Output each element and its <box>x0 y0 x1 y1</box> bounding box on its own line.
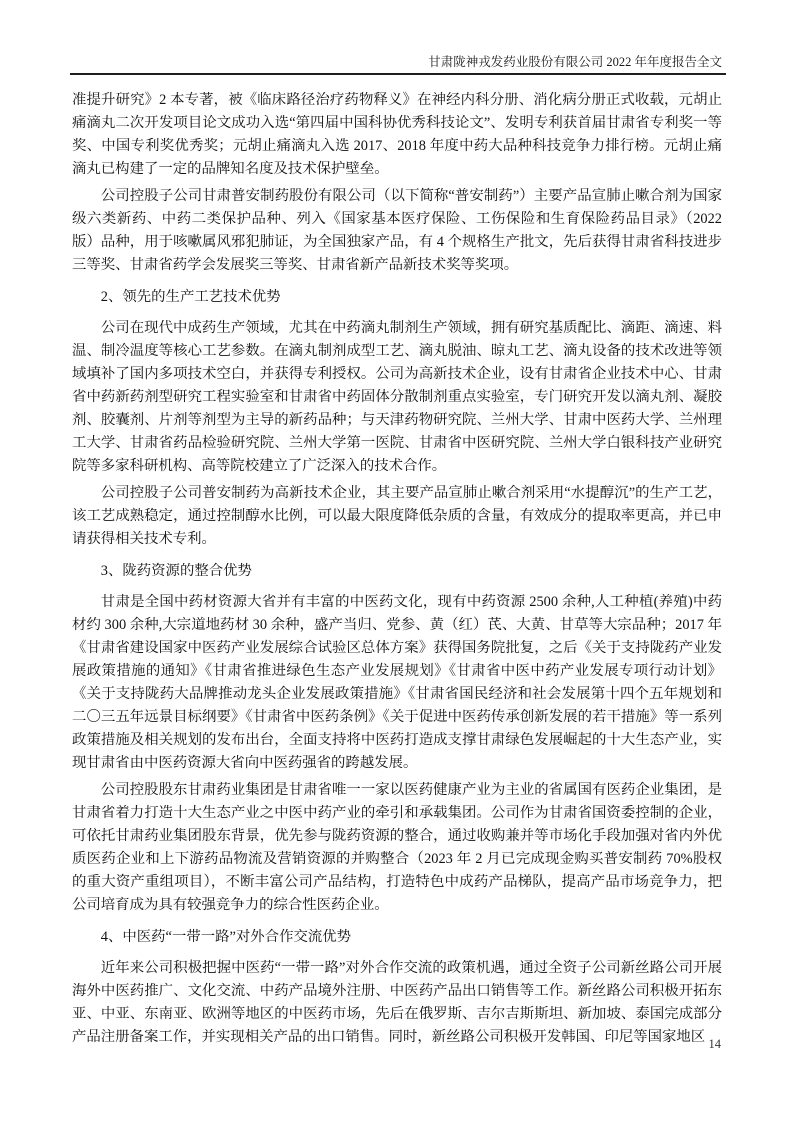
header-title: 甘肃陇神戎发药业股份有限公司 2022 年年度报告全文 <box>428 55 722 69</box>
paragraph: 公司控股子公司甘肃普安制药股份有限公司（以下简称“普安制药”）主要产品宣肺止嗽合剂为国家级六类新药、中药二类保护品种、列入《国家基本医疗保险、工伤保险和生育保险药品目录》（2022 版）品种，用于咳嗽属风邪犯肺证，为全国独家产品，有 4 个规格生产批文，先后获得甘肃省科技进步三等奖、甘肃省药学会发展奖三等奖、甘肃省新产品新技术奖等奖项。 <box>72 188 722 273</box>
page-number: 14 <box>708 1037 721 1051</box>
paragraph: 公司在现代中成药生产领域，尤其在中药滴丸制剂生产领域，拥有研究基质配比、滴距、滴速、料温、制冷温度等核心工艺参数。在滴丸制剂成型工艺、滴丸脱油、晾丸工艺、滴丸设备的技术改进等领域填补了国内多项技术空白，并获得专利授权。公司为高新技术企业，设有甘肃省企业技术中心、甘肃省中药新药剂型研究工程实验室和甘肃省中药固体分散制剂重点实验室，专门研究开发以滴丸剂、凝胶剂、胶囊剂、片剂等剂型为主导的新药品种；与天津药物研究院、兰州大学、甘肃中医药大学、兰州理工大学、甘肃省药品检验研究院、兰州大学第一医院、甘肃省中医研究院、兰州大学白银科技产业研究院等多家科研机构、高等院校建立了广泛深入的技术合作。 <box>72 320 722 474</box>
section-heading: 4、中医药“一带一路”对外合作交流优势 <box>100 929 352 945</box>
header-rule <box>70 73 726 75</box>
paragraph: 公司控股股东甘肃药业集团是甘肃省唯一一家以医药健康产业为主业的省属国有医药企业集团，是甘肃省着力打造十大生态产业之中医中药产业的牵引和承载集团。公司作为甘肃省国资委控制的企业，可依托甘肃药业集团股东背景，优先参与陇药资源的整合，通过收购兼并等市场化手段加强对省内外优质医药企业和上下游药品物流及营销资源的并购整合（2023 年 2 月已完成现金购买普安制药 70%股权的重大资产重组项目），不断丰富公司产品结构，打造特色中成药产品梯队，提高产品市场竞争力，把公司培育成为具有较强竞争力的综合性医药企业。 <box>72 782 722 913</box>
page-footer <box>709 1037 722 1052</box>
section-heading: 2、领先的生产工艺技术优势 <box>100 289 281 305</box>
paragraph: 准提升研究》2 本专著，被《临床路径治疗药物释义》在神经内科分册、消化病分册正式收载，元胡止痛滴丸二次开发项目论文成功入选“第四届中国科协优秀科技论文”、发明专利获首届甘肃省专利奖一等奖、中国专利奖优秀奖；元胡止痛滴丸入选 2017、2018 年度中药大品种科技竞争力排行榜。元胡止痛滴丸已构建了一定的品牌知名度及技术保护壁垒。 <box>72 92 722 177</box>
paragraph: 近年来公司积极把握中医药“一带一路”对外合作交流的政策机遇，通过全资子公司新丝路公司开展海外中医药推广、文化交流、中药产品境外注册、中医药产品出口销售等工作。新丝路公司积极开拓东亚、中亚、东南亚、欧洲等地区的中医药市场，先后在俄罗斯、吉尔吉斯斯坦、新加坡、泰国完成部分产品注册备案工作，并实现相关产品的出口销售。同时，新丝路公司积极开发韩国、印尼等国家地区 <box>72 960 722 1045</box>
section-heading: 3、陇药资源的整合优势 <box>100 563 252 579</box>
paragraph: 甘肃是全国中药材资源大省并有丰富的中医药文化，现有中药资源 2500 余种,人工种植(养殖)中药材约 300 余种,大宗道地药材 30 余种，盛产当归、党参、黄（红）芪、大黄、甘草等大宗品种；2017 年《甘肃省建设国家中医药产业发展综合试验区总体方案》获得国务院批复，之后《关于支持陇药产业发展政策措施的通知》《甘肃省推进绿色生态产业发展规划》《甘肃省中医中药产业发展专项行动计划》《关于支持陇药大品牌推动龙头企业发展政策措施》《甘肃省国民经济和社会发展第十四个五年规划和二〇三五年远景目标纲要》《甘肃省中医药条例》《关于促进中医药传承创新发展的若干措施》等一系列政策措施及相关规划的发布出台，全面支持将中医药打造成支撑甘肃绿色发展崛起的十大生态产业，实现甘肃省由中医药资源大省向中医药强省的跨越发展。 <box>72 594 722 771</box>
report-body <box>72 89 722 1053</box>
paragraph: 公司控股子公司普安制药为高新技术企业，其主要产品宣肺止嗽合剂采用“水提醇沉”的生产工艺，该工艺成熟稳定，通过控制醇水比例，可以最大限度降低杂质的含量，有效成分的提取率更高，并已申请获得相关技术专利。 <box>72 485 722 547</box>
